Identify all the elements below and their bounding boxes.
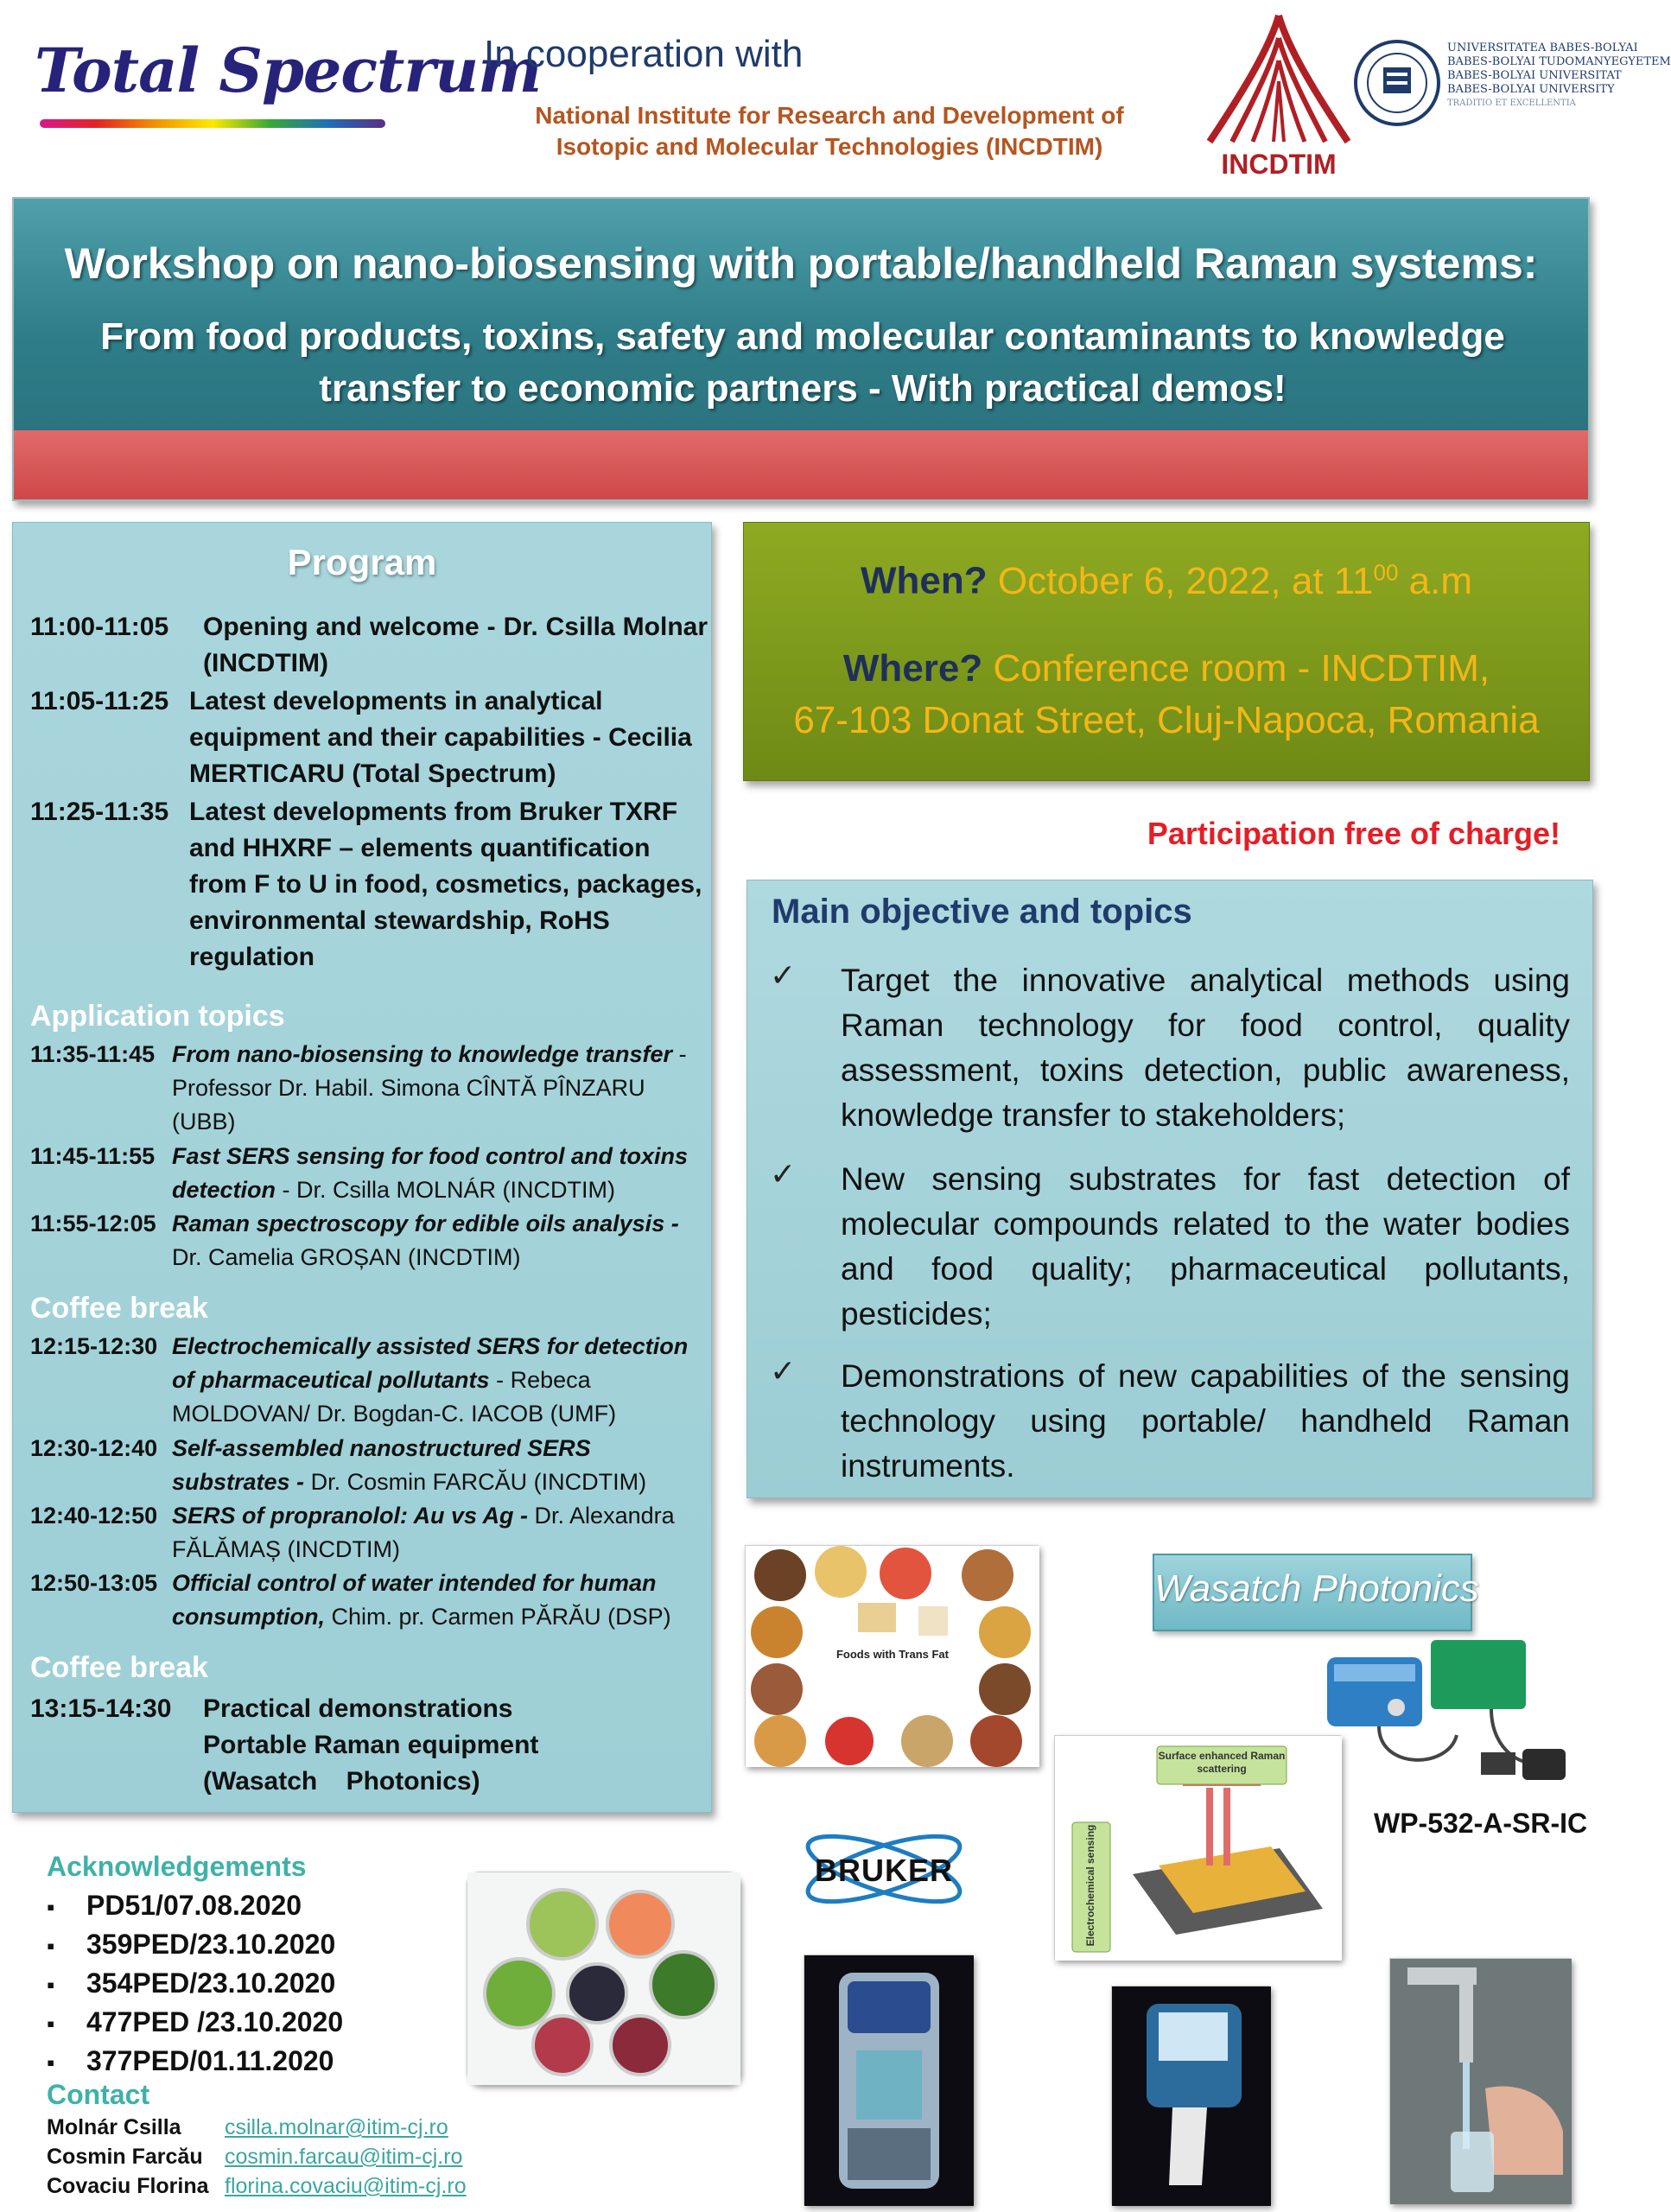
where-line-2	[744, 699, 1589, 742]
objectives-panel	[747, 880, 1593, 1498]
contact-name: Molnár Csilla	[47, 2115, 181, 2139]
app-time: 12:50-13:05	[30, 1570, 158, 1596]
application-item	[30, 1140, 708, 1207]
institution-line-1: National Institute for Research and Development of	[535, 102, 1124, 129]
app-talk-title: SERS of propranolol: Au vs Ag -	[172, 1503, 529, 1529]
contact-row	[47, 2145, 463, 2170]
list-item: ▪ PD51/07.08.2020	[47, 1887, 343, 1926]
bruker-logo	[793, 1821, 975, 1916]
final-line: Practical demonstrations	[203, 1694, 513, 1723]
app-speaker: Dr. Camelia GROȘAN (INCDTIM)	[172, 1244, 521, 1270]
app-time: 12:40-12:50	[30, 1503, 158, 1529]
contact-name: Covaciu Florina	[47, 2174, 209, 2198]
food-bowls-image	[467, 1872, 740, 2084]
title-banner	[12, 197, 1590, 501]
raman-spectrometer-icon	[1318, 1640, 1595, 1804]
banner-red-band	[14, 430, 1588, 499]
app-time: 12:15-12:30	[30, 1333, 158, 1359]
food-caption: Foods with Trans Fat	[836, 1648, 949, 1661]
water-tap-image	[1389, 1958, 1571, 2203]
app-time: 11:35-11:45	[30, 1041, 156, 1067]
application-item	[30, 1567, 708, 1634]
when-date: October 6, 2022, at 11	[997, 559, 1374, 602]
contact-email-link[interactable]: cosmin.farcau@itim-cj.ro	[225, 2145, 463, 2169]
program-item	[30, 683, 708, 794]
application-item	[30, 1207, 708, 1274]
sers-diagram-image	[1054, 1735, 1341, 1960]
when-value	[998, 560, 1472, 602]
app-speaker: - Rebeca MOLDOVAN/ Dr. Bogdan-C. IACOB (UMF)	[172, 1367, 617, 1427]
app-speaker: Dr. Alexandra FĂLĂMAȘ (INCDTIM)	[172, 1503, 675, 1562]
program-time: 11:00-11:05	[30, 613, 169, 641]
food-bowls-icon	[467, 1872, 740, 2085]
acknowledgements-list	[47, 1887, 343, 2082]
incdtim-label: INCDTIM	[1221, 149, 1337, 180]
free-participation-note: Participation free of charge!	[1147, 816, 1560, 851]
program-text: Opening and welcome - Dr. Csilla Molnar (INCDTIM)	[203, 613, 708, 677]
wp-model-label: WP-532-A-SR-IC	[1374, 1808, 1588, 1839]
cooperation-institution	[484, 100, 1175, 162]
water-tap-icon	[1390, 1959, 1572, 2204]
app-speaker: - Professor Dr. Habil. Simona CÎNTĂ PÎNZARU (UBB)	[172, 1041, 687, 1135]
program-item	[30, 1691, 708, 1803]
ubb-line: BABES-BOLYAI UNIVERSITAT	[1447, 69, 1622, 82]
where-value-1: Conference room - INCDTIM,	[993, 647, 1490, 690]
application-item	[30, 1432, 708, 1499]
coffee-break-heading: Coffee break	[30, 1651, 208, 1684]
where-label: Where?	[842, 647, 983, 690]
wasatch-photonics-logo	[1153, 1554, 1479, 1631]
where-value-2: 67-103 Donat Street, Cluj-Napoca, Romania	[793, 699, 1540, 741]
program-panel	[12, 522, 712, 1813]
objective-text: Target the innovative analytical methods using Raman technology for food control, quality assessment, toxins detection, public awareness, knowledge transfer to stakeholders;	[841, 963, 1570, 1133]
application-topics-heading: Application topics	[30, 1000, 285, 1033]
bruker-txrf-instrument-image	[804, 1955, 973, 2205]
app-talk-title: Raman spectroscopy for edible oils analysis -	[172, 1211, 679, 1236]
ubb-line: UNIVERSITATEA BABES-BOLYAI	[1447, 41, 1638, 54]
application-item	[30, 1330, 708, 1431]
application-item	[30, 1038, 708, 1139]
list-item: ▪ 354PED/23.10.2020	[47, 1965, 343, 2004]
ubb-line: BABES-BOLYAI TUDOMANYEGYETEM	[1447, 55, 1671, 68]
when-line	[744, 559, 1589, 603]
incdtim-roof-icon	[1201, 12, 1356, 150]
program-item	[30, 794, 708, 979]
workshop-title: Workshop on nano-biosensing with portable/handheld Raman systems:	[64, 239, 1538, 288]
foods-trans-fat-image	[745, 1545, 1039, 1766]
app-talk-title: From nano-biosensing to knowledge transfer	[172, 1041, 673, 1067]
contact-email-link[interactable]: csilla.molnar@itim-cj.ro	[225, 2115, 448, 2139]
when-suffix: a.m	[1398, 559, 1472, 602]
bruker-wordmark: BRUKER	[814, 1853, 953, 1888]
cooperation-heading: In cooperation with	[484, 33, 804, 75]
check-icon: ✓	[770, 958, 797, 994]
program-item	[30, 609, 708, 683]
acknowledgements-title: Acknowledgements	[47, 1851, 307, 1882]
contact-row	[47, 2174, 467, 2199]
total-spectrum-logo	[35, 35, 542, 147]
program-text: Latest developments from Bruker TXRF and HHXRF – elements quantification from F to U in food, cosmetics, packages, environmental stewardship, RoHS regulation	[189, 798, 702, 971]
program-time: 13:15-14:30	[30, 1694, 172, 1723]
where-line	[744, 647, 1589, 690]
when-label: When?	[861, 559, 988, 602]
contact-row	[47, 2115, 448, 2140]
ubb-seal-icon	[1352, 38, 1442, 128]
handheld-xrf-icon	[1112, 1986, 1271, 2206]
contact-name: Cosmin Farcău	[47, 2145, 203, 2169]
objective-text: New sensing substrates for fast detection of molecular compounds related to the water bodies and food quality; pharmaceutical pollutants, pesticides;	[841, 1161, 1570, 1332]
app-time: 11:45-11:55	[30, 1143, 156, 1169]
list-item: ▪ 377PED/01.11.2020	[47, 2043, 343, 2082]
ubb-logo	[1352, 38, 1671, 133]
ubb-names	[1447, 41, 1671, 111]
app-speaker: - Dr. Csilla MOLNÁR (INCDTIM)	[282, 1177, 616, 1203]
final-line: (Wasatch Photonics)	[203, 1767, 480, 1796]
program-text: Latest developments in analytical equipment and their capabilities - Cecilia MERTICARU (Total Spectrum)	[189, 687, 692, 788]
application-item	[30, 1499, 708, 1567]
ubb-line: BABES-BOLYAI UNIVERSITY	[1447, 83, 1615, 96]
rainbow-stripe	[40, 119, 385, 128]
app-speaker: Dr. Cosmin FARCĂU (INCDTIM)	[310, 1469, 647, 1495]
final-line: Portable Raman equipment	[203, 1731, 539, 1759]
contact-title: Contact	[47, 2079, 150, 2110]
app-talk-title: Electrochemically assisted SERS for detection of pharmaceutical pollutants	[172, 1333, 689, 1393]
check-icon: ✓	[770, 1157, 797, 1192]
incdtim-logo	[1201, 12, 1356, 178]
objectives-title: Main objective and topics	[772, 893, 1192, 931]
bruker-handheld-xrf-image	[1111, 1986, 1270, 2205]
sers-caption: Surface enhanced Raman scattering	[1158, 1750, 1286, 1775]
app-speaker: Chim. pr. Carmen PĂRĂU (DSP)	[331, 1604, 671, 1630]
when-sup: 00	[1373, 559, 1399, 585]
total-spectrum-wordmark: Total Spectrum	[35, 35, 542, 106]
institution-line-2: Isotopic and Molecular Technologies (INCDTIM)	[556, 133, 1103, 160]
when-where-box	[743, 522, 1590, 781]
program-title: Program	[287, 542, 437, 582]
list-item: ▪ 359PED/23.10.2020	[47, 1926, 343, 1965]
coffee-break-heading: Coffee break	[30, 1292, 208, 1325]
wasatch-wordmark: Wasatch Photonics	[1154, 1567, 1479, 1610]
check-icon: ✓	[770, 1354, 797, 1389]
app-talk-title: Fast SERS sensing for food control and toxins detection	[172, 1143, 689, 1203]
contact-email-link[interactable]: florina.covaciu@itim-cj.ro	[225, 2174, 467, 2198]
app-talk-title: Self-assembled nanostructured SERS substrates -	[172, 1435, 591, 1495]
app-time: 12:30-12:40	[30, 1435, 158, 1461]
program-time: 11:25-11:35	[30, 798, 169, 826]
list-item: ▪ 477PED /23.10.2020	[47, 2004, 343, 2043]
program-text	[203, 1691, 708, 1800]
workshop-subtitle: From food products, toxins, safety and molecular contaminants to knowledge transfer to economic partners - With practical demos!	[100, 315, 1505, 410]
sers-side-caption: Electrochemical sensing	[1084, 1824, 1096, 1947]
objective-text: Demonstrations of new capabilities of the sensing technology using portable/ handheld Raman instruments.	[841, 1358, 1570, 1484]
ubb-line: TRADITIO ET EXCELLENTIA	[1447, 99, 1576, 108]
program-time: 11:05-11:25	[30, 687, 169, 715]
wasatch-raman-device-image	[1318, 1640, 1595, 1804]
app-talk-title: Official control of water intended for human consumption,	[172, 1570, 657, 1630]
app-time: 11:55-12:05	[30, 1211, 156, 1236]
txrf-instrument-icon	[804, 1955, 974, 2206]
